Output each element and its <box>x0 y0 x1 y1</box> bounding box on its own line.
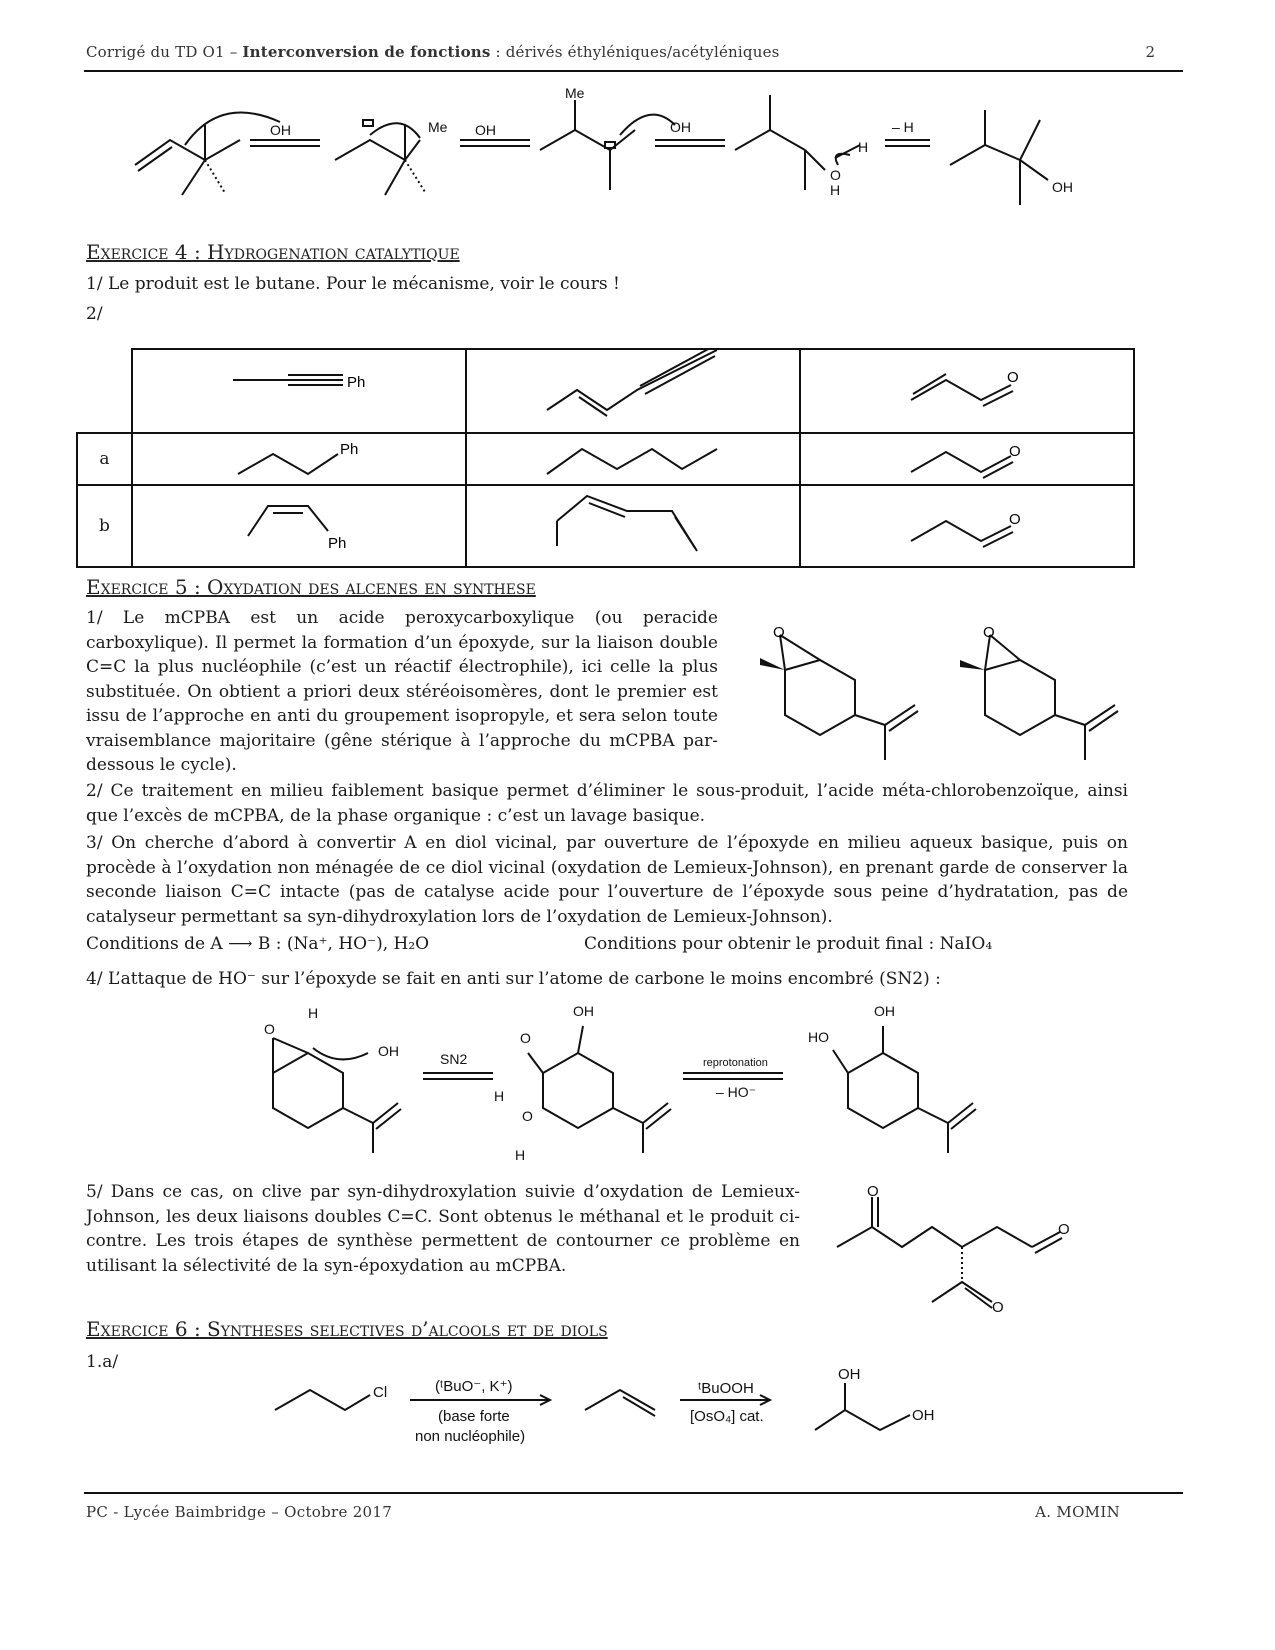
cell-b-1 <box>132 485 466 567</box>
scheme-h-water2: H <box>515 1147 526 1163</box>
scheme-h-top: H <box>308 1005 319 1021</box>
header-rule <box>84 70 1183 72</box>
ex5-q1: 1/ Le mCPBA est un acide peroxycarboxylique (ou peracide carboxylique). Il permet la formation d’un époxyde, sur la liaison double C=C la plus nucléophile (c’est un réactif électrophile), ici celle la plus substituée. On obtient a priori deux stéréoisomères, dont le premier est issu de l’approche en anti du groupement isopropyle, et sera selon toute vraisemblance majoritaire (gêne stérique à l’approche du mCPBA par-dessous le cycle). <box>86 608 718 775</box>
cell-a-2 <box>466 433 800 485</box>
reagent2-bot: [OsO₄] cat. <box>690 1408 764 1425</box>
o-label-2: O <box>1009 511 1021 528</box>
ex5-title: Exercice 5 : Oxydation des alcenes en synthese <box>86 575 536 599</box>
footer-right: A. MOMIN <box>1035 1503 1120 1521</box>
ex5-q3: 3/ On cherche d’abord à convertir A en diol vicinal, par ouverture de l’époxyde en milieu aqueux basique, puis on procède à l’oxydation non ménagée de ce diol vicinal (oxydation de Lemieux-Johnson), en prenant garde de conserver la seconde liaison C=C intacte (pas de catalyse acide pour l’ouverture de l’époxyde sous peine d’hydratation, pas de catalyseur permettant sa syn-dihydroxylation lors de l’oxydation de Lemieux-Johnson). <box>86 833 1128 927</box>
cell-b-3 <box>800 485 1134 567</box>
page-number: 2 <box>1145 43 1155 61</box>
reagent1-top: (ᵗBuO⁻, K⁺) <box>435 1378 513 1395</box>
epoxide-opening-scheme <box>228 998 988 1166</box>
ex6-q1a: 1.a/ <box>86 1352 119 1372</box>
h2-label: H <box>830 182 841 198</box>
ex5-q5: 5/ Dans ce cas, on clive par syn-dihydroxylation suivie d’oxydation de Lemieux-Johnson, les deux liaisons doubles C=C. Sont obtenus le méthanal et le produit ci-contre. Les trois étapes de synthèse permettent de contourner ce problème en utilisant la sélectivité de la syn-époxydation au mCPBA. <box>86 1182 800 1276</box>
scheme-oh-top: OH <box>573 1003 594 1019</box>
scheme-reprot: reprotonation <box>703 1057 768 1069</box>
minus-h-label: – H <box>892 119 914 135</box>
ex5-q4: 4/ L’attaque de HO⁻ sur l’époxyde se fait en anti sur l’atome de carbone le moins encombré (SN2) : <box>86 969 941 989</box>
oh-reagent-1: OH <box>270 122 291 138</box>
scheme-minus-ho: – HO⁻ <box>716 1084 757 1100</box>
epoxide-o-1: O <box>773 624 785 641</box>
ph-label-0: Ph <box>347 374 366 391</box>
ex5-cond-left: Conditions de A ⟶ B : (Na⁺, HO⁻), H₂O <box>86 934 430 954</box>
scheme-oh-attack: OH <box>378 1043 399 1059</box>
cell-enal <box>800 349 1134 433</box>
scheme-ho: HO <box>808 1029 829 1045</box>
oh-final-label: OH <box>1052 179 1073 195</box>
ex4-q2: 2/ <box>86 304 103 324</box>
scheme-oh-prod: OH <box>874 1003 895 1019</box>
cell-a-1 <box>132 433 466 485</box>
scheme-sn2: SN2 <box>440 1051 468 1067</box>
epoxide-stereoisomers <box>740 615 1140 765</box>
footer-rule <box>84 1492 1183 1494</box>
reagent2-top: ᵗBuOOH <box>698 1380 754 1397</box>
prod-o-3: O <box>992 1299 1004 1314</box>
h-label: H <box>858 139 869 155</box>
scheme-h-water: H <box>494 1088 505 1104</box>
ph-label-2: Ph <box>328 535 347 552</box>
cell-enyne <box>466 349 800 433</box>
oh2-label: OH <box>670 119 691 135</box>
chloride-cl: Cl <box>373 1384 388 1401</box>
me-label-1: Me <box>428 119 448 135</box>
ph-label-1: Ph <box>340 441 359 458</box>
hydrogenation-table <box>76 348 1135 568</box>
scheme-epox-o: O <box>264 1021 275 1037</box>
reagent1-b2: non nucléophile) <box>415 1428 526 1445</box>
cell-a-3 <box>800 433 1134 485</box>
o-label-1: O <box>1009 443 1021 460</box>
diol-oh-2: OH <box>912 1407 935 1424</box>
footer-left: PC - Lycée Baimbridge – Octobre 2017 <box>86 1503 393 1521</box>
ex5-cond-right: Conditions pour obtenir le produit final : NaIO₄ <box>584 934 993 954</box>
row-label-b: b <box>77 485 132 567</box>
o-label: O <box>830 167 841 183</box>
prod-o-2: O <box>1058 1221 1070 1238</box>
o-label-0: O <box>1007 369 1019 386</box>
me-label-2: Me <box>565 85 585 101</box>
header-title: Corrigé du TD O1 – Interconversion de fonctions : dérivés éthyléniques/acétyléniques <box>86 43 780 61</box>
scheme-o-minus: O <box>520 1030 531 1046</box>
ex4-q1: 1/ Le produit est le butane. Pour le mécanisme, voir le cours ! <box>86 274 620 294</box>
reagent1-b1: (base forte <box>438 1408 510 1425</box>
ex6-title: Exercice 6 : Syntheses selectives d’alcools et de diols <box>86 1317 608 1341</box>
prod-o-1: O <box>867 1183 879 1200</box>
scheme-o-water: O <box>522 1108 533 1124</box>
diol-synthesis-scheme <box>270 1365 950 1450</box>
cell-alkyne-ph <box>132 349 466 433</box>
oh-reagent-2: OH <box>475 122 496 138</box>
ex5-q2: 2/ Ce traitement en milieu faiblement basique permet d’éliminer le sous-produit, l’acide méta-chlorobenzoïque, ainsi que l’excès de mCPBA, de la phase organique : c’est un lavage basique. <box>86 781 1128 826</box>
ketoaldehyde-product <box>832 1182 1082 1314</box>
ex4-title: Exercice 4 : Hydrogenation catalytique <box>86 240 460 264</box>
cell-b-2 <box>466 485 800 567</box>
row-label-a: a <box>77 433 132 485</box>
carbocation-rearrangement-scheme <box>130 80 1090 215</box>
diol-oh-1: OH <box>838 1366 861 1383</box>
epoxide-o-2: O <box>983 624 995 641</box>
